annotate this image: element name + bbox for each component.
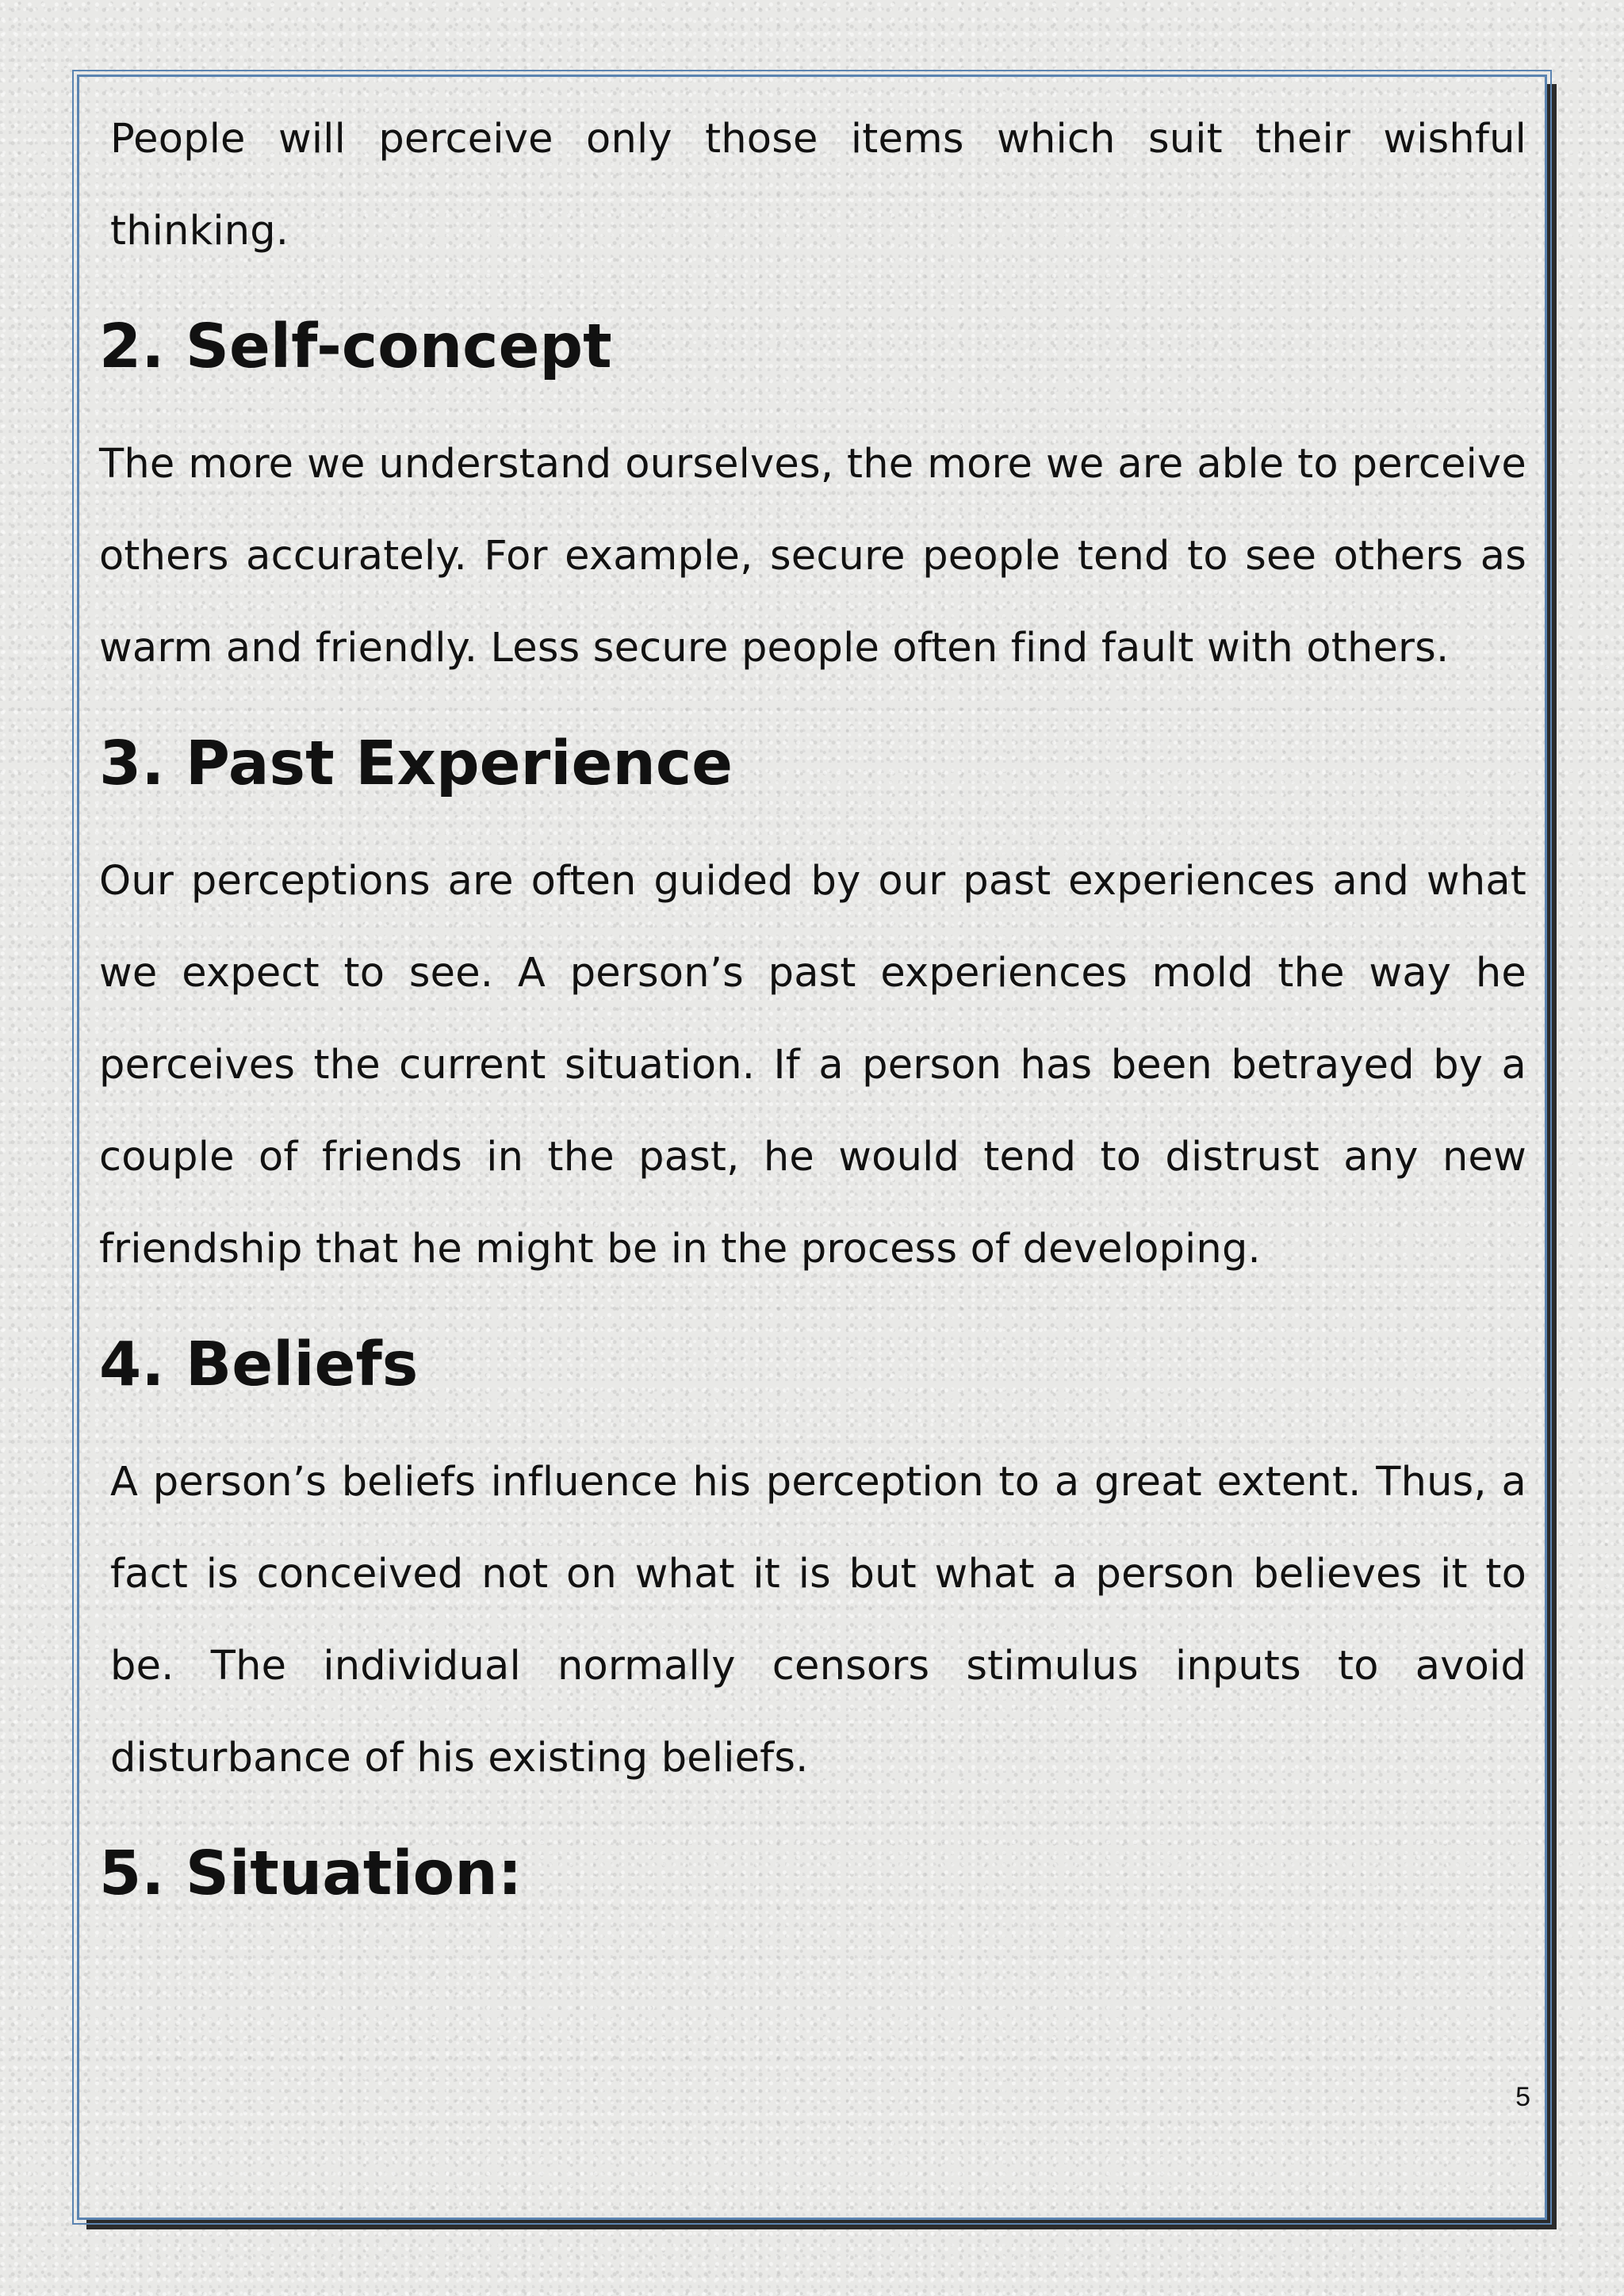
beliefs-paragraph: A person’s beliefs influence his perception to a great extent. Thus, a fact is conceived not on what it is but what a person believes it to be. The individual normally censors stimulus inputs to avoid disturbance of his existing beliefs. <box>110 1459 1526 1781</box>
self-concept-paragraph: The more we understand ourselves, the more we are able to perceive others accurately. For example, secure people tend to see others as warm and friendly. Less secure people often find fault with others. <box>99 441 1526 672</box>
self-concept-heading: 2. Self-concept <box>99 312 612 382</box>
intro-paragraph: People will perceive only those items which suit their wishful thinking. <box>110 116 1526 254</box>
situation-heading: 5. Situation: <box>99 1839 523 1909</box>
past-experience-heading: 3. Past Experience <box>99 729 733 799</box>
beliefs-heading: 4. Beliefs <box>99 1330 419 1400</box>
page-number: 5 <box>1515 2082 1530 2112</box>
document-body <box>99 95 1526 1946</box>
past-experience-paragraph: Our perceptions are often guided by our past experiences and what we expect to see. A person’s past experiences mold the way he perceives the current situation. If a person has been betrayed by a couple of friends in the past, he would tend to distrust any new friendship that he might be in the process of developing. <box>99 858 1526 1272</box>
